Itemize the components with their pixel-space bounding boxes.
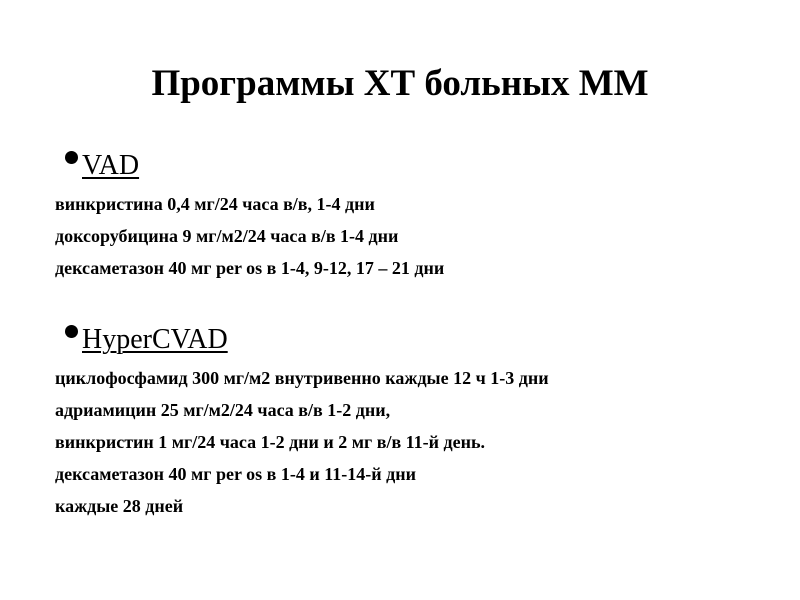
bullet-heading [55, 322, 775, 362]
section-heading: HyperCVAD [82, 324, 228, 355]
section-heading: VAD [82, 150, 140, 181]
detail-list [55, 188, 775, 284]
detail-line: циклофосфамид 300 мг/м2 внутривенно каждые 12 ч 1-3 дни [55, 368, 549, 388]
detail-line: винкристин 1 мг/24 часа 1-2 дни и 2 мг в/в 11-й день. [55, 432, 486, 452]
slide-title: Программы ХТ больных ММ [151, 63, 649, 104]
bullet-heading [55, 148, 775, 188]
detail-line: дексаметазон 40 мг per os в 1-4 и 11-14-й дни [55, 464, 416, 484]
detail-line: доксорубицина 9 мг/м2/24 часа в/в 1-4 дни [55, 226, 399, 246]
detail-line: винкристина 0,4 мг/24 часа в/в, 1-4 дни [55, 194, 375, 214]
section-vad [55, 148, 775, 284]
bullet-dot-icon [65, 151, 78, 164]
detail-line: каждые 28 дней [55, 496, 184, 516]
bullet-dot-icon [65, 325, 78, 338]
section-hypercvad [55, 322, 775, 522]
detail-list [55, 362, 775, 522]
detail-line: дексаметазон 40 мг per os в 1-4, 9-12, 17 – 21 дни [55, 258, 445, 278]
detail-line: адриамицин 25 мг/м2/24 часа в/в 1-2 дни, [55, 400, 391, 420]
